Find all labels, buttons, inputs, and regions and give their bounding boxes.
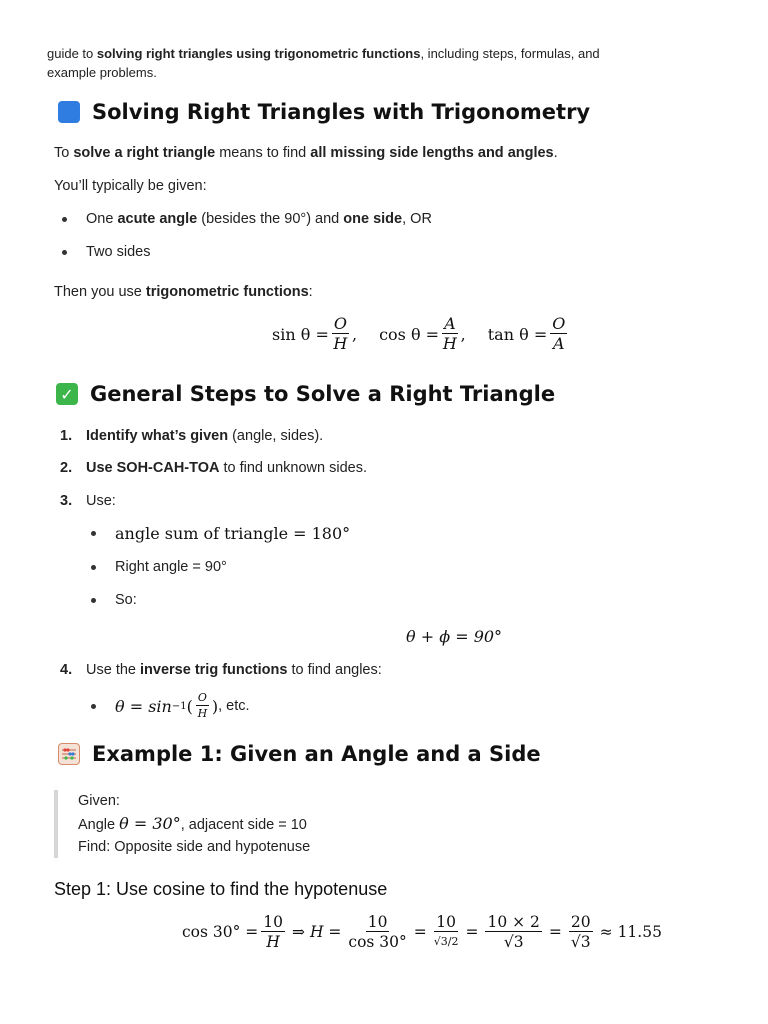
list-item: Two sides <box>62 244 150 260</box>
list-item: Right angle = 90° <box>91 559 227 575</box>
intro-paragraph <box>47 44 727 82</box>
bullet-icon <box>62 250 67 255</box>
quote-line: Find: Opposite side and hypotenuse <box>78 839 311 855</box>
step-item: 3. Use: <box>60 493 116 509</box>
section1-title: Solving Right Triangles with Trigonometry <box>92 100 591 124</box>
section1-p2: You’ll typically be given: <box>54 178 207 194</box>
step1-heading: Step 1: Use cosine to find the hypotenuse <box>54 879 388 899</box>
section2-heading <box>56 382 555 406</box>
example-blockquote <box>54 790 718 858</box>
list-item: One acute angle (besides the 90°) and one side, OR <box>62 211 432 227</box>
trig-formula: sin θ = $\frac{O}{H}$ , cos θ = $\frac{A}{H}$ , tan θ = $\frac{O}{A}$ <box>272 314 566 353</box>
angle-sum-formula: θ + ϕ = 90° <box>406 627 503 646</box>
quote-line: Angle θ = 30°, adjacent side = 10 <box>78 813 307 833</box>
section1-p1: To solve a right triangle means to find all missing side lengths and angles. <box>54 145 558 161</box>
section2-title: General Steps to Solve a Right Triangle <box>90 382 556 406</box>
bullet-icon <box>91 598 96 603</box>
section3-heading <box>58 742 541 766</box>
intro-bold: solving right triangles using trigonometric functions <box>96 46 421 61</box>
section3-title: Example 1: Given an Angle and a Side <box>92 742 541 766</box>
list-item: So: <box>91 592 137 608</box>
bullet-icon <box>91 565 96 570</box>
bullet-icon <box>91 704 96 709</box>
list-item: θ = sin −1 ( $\frac{O}{H}$ ) , etc. <box>91 692 250 720</box>
quote-line: Given: <box>78 793 120 809</box>
hypotenuse-formula: cos 30° = $\frac{10}{H}$ ⇒ H = $\frac{10}{\cos 30^\circ}$ = $\frac{10}{√3/2}$ = $\frac{10 \times 2}{√3}$ = $\frac{20}{√3}$ ≈ 11.55 <box>182 913 662 951</box>
list-item: angle sum of triangle = 180° <box>91 524 350 543</box>
bullet-icon <box>62 217 67 222</box>
abacus-icon <box>58 743 80 765</box>
blue-square-icon <box>58 101 80 123</box>
intro-line2: example problems. <box>47 65 157 80</box>
step-item: 4. Use the inverse trig functions to find angles: <box>60 662 382 678</box>
intro-prefix: guide to <box>47 46 97 61</box>
section1-heading <box>58 100 590 124</box>
intro-suffix: , including steps, formulas, and <box>420 46 600 61</box>
section1-p3: Then you use trigonometric functions: <box>54 284 313 300</box>
step-item: 2. Use SOH-CAH-TOA to find unknown sides. <box>60 460 367 476</box>
bullet-icon <box>91 531 96 536</box>
step-item: 1. Identify what’s given (angle, sides). <box>60 428 324 444</box>
check-mark-icon: ✓ <box>56 383 78 405</box>
